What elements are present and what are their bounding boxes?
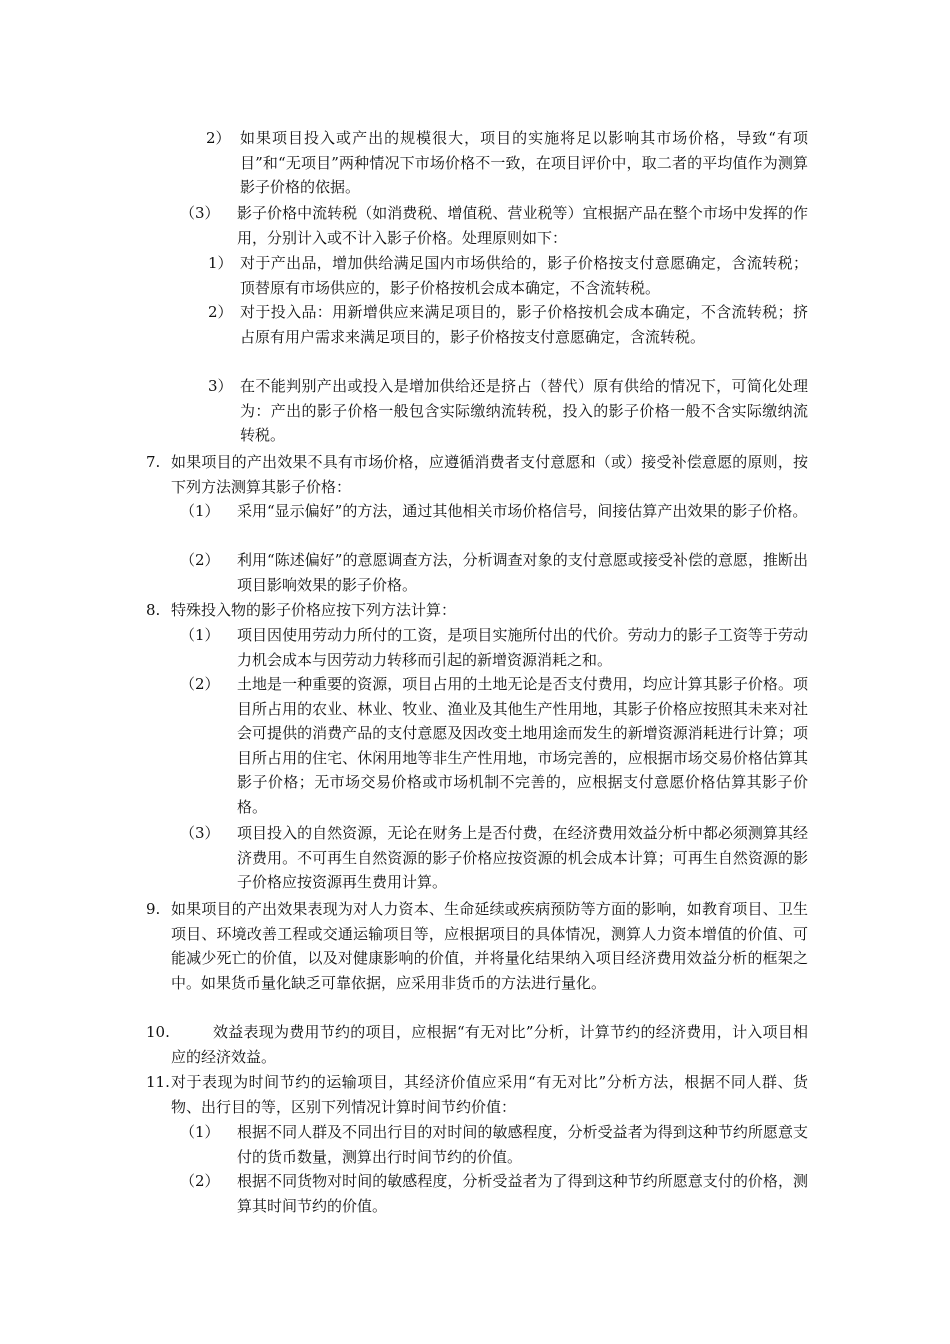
item-marker: （1） xyxy=(180,502,220,520)
item-marker: 3） xyxy=(208,377,233,395)
paragraph: 影子价格中流转税（如消费税、增值税、营业税等）宜根据产品在整个市场中发挥的作用，分别计入或不计入影子价格。处理原则如下： xyxy=(237,204,808,247)
paragraph: 对于表现为时间节约的运输项目，其经济价值应采用“有无对比”分析方法，根据不同人群、货物、出行目的等，区别下列情况计算时间节约价值： xyxy=(171,1073,808,1116)
item-marker: 10. xyxy=(146,1023,170,1041)
item-marker: 2） xyxy=(206,129,231,147)
paragraph: 如果项目的产出效果表现为对人力资本、生命延续或疾病预防等方面的影响，如教育项目、卫生项目、环境改善工程或交通运输项目等，应根据项目的具体情况，测算人力资本增值的价值、可能减少死亡的价值，以及对健康影响的价值，并将量化结果纳入项目经济费用效益分析的框架之中。如果货币量化缺乏可靠依据，应采用非货币的方法进行量化。 xyxy=(171,900,808,992)
paragraph: 项目因使用劳动力所付的工资，是项目实施所付出的代价。劳动力的影子工资等于劳动力机会成本与因劳动力转移而引起的新增资源消耗之和。 xyxy=(237,626,808,669)
item-marker: 2） xyxy=(208,303,233,321)
item-marker: （3） xyxy=(180,204,220,222)
item-marker: （1） xyxy=(180,1123,220,1141)
item-marker: 7. xyxy=(146,453,161,471)
item-marker: （3） xyxy=(180,824,220,842)
paragraph: 根据不同人群及不同出行目的对时间的敏感程度，分析受益者为得到这种节约所愿意支付的货币数量，测算出行时间节约的价值。 xyxy=(237,1123,808,1166)
paragraph: 对于产出品，增加供给满足国内市场供给的，影子价格按支付意愿确定，含流转税；顶替原有市场供应的，影子价格按机会成本确定，不含流转税。 xyxy=(240,254,808,297)
item-marker: （1） xyxy=(180,626,220,644)
paragraph: 如果项目的产出效果不具有市场价格，应遵循消费者支付意愿和（或）接受补偿意愿的原则，按下列方法测算其影子价格： xyxy=(171,453,808,496)
paragraph: 利用“陈述偏好”的意愿调查方法，分析调查对象的支付意愿或接受补偿的意愿，推断出项目影响效果的影子价格。 xyxy=(237,551,808,594)
item-marker: 9. xyxy=(146,900,161,918)
item-marker: （2） xyxy=(180,675,220,693)
paragraph: 如果项目投入或产出的规模很大，项目的实施将足以影响其市场价格，导致“有项目”和“无项目”两种情况下市场价格不一致，在项目评价中，取二者的平均值作为测算影子价格的依据。 xyxy=(240,129,808,196)
paragraph: 对于投入品：用新增供应来满足项目的，影子价格按机会成本确定，不含流转税；挤占原有用户需求来满足项目的，影子价格按支付意愿确定，含流转税。 xyxy=(240,303,808,346)
paragraph: 土地是一种重要的资源，项目占用的土地无论是否支付费用，均应计算其影子价格。项目所占用的农业、林业、牧业、渔业及其他生产性用地，其影子价格应按照其未来对社会可提供的消费产品的支付意愿及因改变土地用途而发生的新增资源消耗进行计算；项目所占用的住宅、休闲用地等非生产性用地，市场完善的，应根据市场交易价格估算其影子价格；无市场交易价格或市场机制不完善的，应根据支付意愿价格估算其影子价格。 xyxy=(237,675,808,816)
paragraph: 特殊投入物的影子价格应按下列方法计算： xyxy=(171,601,457,619)
item-marker: 1） xyxy=(208,254,233,272)
item-marker: 8. xyxy=(146,601,161,619)
paragraph: 根据不同货物对时间的敏感程度，分析受益者为了得到这种节约所愿意支付的价格，测算其时间节约的价值。 xyxy=(237,1172,808,1215)
item-marker: （2） xyxy=(180,551,220,569)
paragraph: 在不能判别产出或投入是增加供给还是挤占（替代）原有供给的情况下，可简化处理为：产出的影子价格一般包含实际缴纳流转税，投入的影子价格一般不含实际缴纳流转税。 xyxy=(240,377,808,444)
paragraph: 效益表现为费用节约的项目，应根据“有无对比”分析，计算节约的经济费用，计入项目相应的经济效益。 xyxy=(171,1023,808,1066)
paragraph: 采用“显示偏好”的方法，通过其他相关市场价格信号，间接估算产出效果的影子价格。 xyxy=(237,502,808,520)
item-marker: （2） xyxy=(180,1172,220,1190)
paragraph: 项目投入的自然资源，无论在财务上是否付费，在经济费用效益分析中都必须测算其经济费用。不可再生自然资源的影子价格应按资源的机会成本计算；可再生自然资源的影子价格应按资源再生费用计算。 xyxy=(237,824,808,891)
item-marker: 11. xyxy=(146,1073,170,1091)
